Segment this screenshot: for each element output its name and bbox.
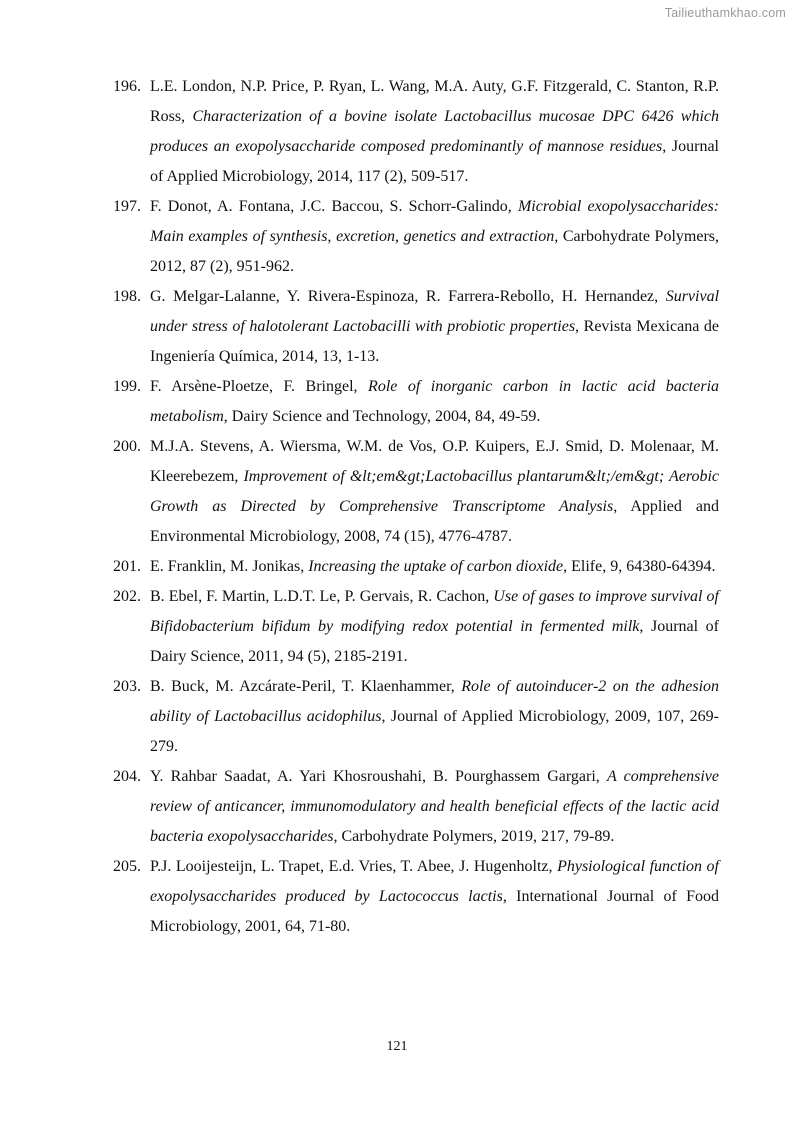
reference-number: 197. — [113, 198, 141, 215]
reference-source: , Carbohydrate Polymers, 2012, 87 (2), 951-962. — [150, 228, 719, 275]
reference-number: 205. — [113, 858, 141, 875]
reference-authors: E. Franklin, M. Jonikas, — [150, 558, 305, 575]
reference-source: , Journal of Applied Microbiology, 2014, 117 (2), 509-517. — [150, 138, 719, 185]
reference-authors: M.J.A. Stevens, A. Wiersma, W.M. de Vos, O.P. Kuipers, E.J. Smid, D. Molenaar, M. Kleerebezem, — [150, 438, 719, 485]
reference-title: Microbial exopolysaccharides: Main examples of synthesis, excretion, genetics and extraction — [150, 198, 719, 245]
page-number: 121 — [386, 1039, 408, 1054]
reference-source: , Elife, 9, 64380-64394. — [563, 558, 716, 575]
reference-title: Characterization of a bovine isolate Lactobacillus mucosae DPC 6426 which produces an exopolysaccharide composed predominantly of mannose residues — [150, 108, 720, 155]
reference-list — [113, 72, 719, 942]
watermark: Tailieuthamkhao.com — [664, 6, 786, 20]
reference-item — [113, 582, 719, 672]
reference-authors: F. Donot, A. Fontana, J.C. Baccou, S. Schorr-Galindo, — [150, 198, 512, 215]
reference-item — [113, 282, 719, 372]
reference-item — [113, 192, 719, 282]
reference-authors: L.E. London, N.P. Price, P. Ryan, L. Wang, M.A. Auty, G.F. Fitzgerald, C. Stanton, R.P. Ross, — [150, 78, 719, 125]
reference-item — [113, 672, 719, 762]
reference-number: 199. — [113, 378, 141, 395]
reference-source: , International Journal of Food Microbiology, 2001, 64, 71-80. — [150, 888, 719, 935]
reference-authors: Y. Rahbar Saadat, A. Yari Khosroushahi, B. Pourghassem Gargari, — [150, 768, 600, 785]
reference-title: A comprehensive review of anticancer, immunomodulatory and health beneficial effects of the lactic acid bacteria exopolysaccharides — [150, 768, 719, 845]
reference-item — [113, 372, 719, 432]
reference-number: 204. — [113, 768, 141, 785]
reference-title: Physiological function of exopolysaccharides produced by Lactococcus lactis — [150, 858, 720, 905]
reference-authors: G. Melgar-Lalanne, Y. Rivera-Espinoza, R. Farrera-Rebollo, H. Hernandez, — [150, 288, 659, 305]
reference-source: , Journal of Dairy Science, 2011, 94 (5), 2185-2191. — [150, 618, 720, 665]
reference-item — [113, 432, 719, 552]
reference-title: Survival under stress of halotolerant Lactobacilli with probiotic properties — [150, 288, 720, 335]
reference-source: , Dairy Science and Technology, 2004, 84, 49-59. — [223, 408, 541, 425]
reference-title: Use of gases to improve survival of Bifidobacterium bifidum by modifying redox potential in fermented milk — [150, 588, 720, 635]
reference-number: 202. — [113, 588, 141, 605]
reference-authors: B. Buck, M. Azcárate-Peril, T. Klaenhammer, — [150, 678, 455, 695]
reference-title: Role of inorganic carbon in lactic acid bacteria metabolism — [150, 378, 720, 425]
reference-item — [113, 72, 719, 192]
reference-number: 196. — [113, 78, 141, 95]
reference-source: , Journal of Applied Microbiology, 2009, 107, 269-279. — [150, 708, 720, 755]
reference-number: 201. — [113, 558, 141, 575]
reference-source: , Applied and Environmental Microbiology, 2008, 74 (15), 4776-4787. — [150, 498, 719, 545]
reference-item — [113, 852, 719, 942]
reference-item — [113, 552, 719, 582]
reference-item — [113, 762, 719, 852]
reference-title: Increasing the uptake of carbon dioxide — [308, 558, 564, 575]
reference-title: Improvement of &lt;em&gt;Lactobacillus plantarum&lt;/em&gt; Aerobic Growth as Directed by Comprehensive Transcriptome Analysis — [150, 468, 720, 515]
reference-authors: B. Ebel, F. Martin, L.D.T. Le, P. Gervais, R. Cachon, — [150, 588, 490, 605]
reference-source: , Carbohydrate Polymers, 2019, 217, 79-89. — [333, 828, 615, 845]
reference-authors: P.J. Looijesteijn, L. Trapet, E.d. Vries, T. Abee, J. Hugenholtz, — [150, 858, 553, 875]
reference-title: Role of autoinducer-2 on the adhesion ability of Lactobacillus acidophilus — [150, 678, 720, 725]
reference-number: 200. — [113, 438, 141, 455]
reference-authors: F. Arsène-Ploetze, F. Bringel, — [150, 378, 358, 395]
reference-number: 198. — [113, 288, 141, 305]
reference-number: 203. — [113, 678, 141, 695]
reference-source: , Revista Mexicana de Ingeniería Química, 2014, 13, 1-13. — [150, 318, 719, 365]
